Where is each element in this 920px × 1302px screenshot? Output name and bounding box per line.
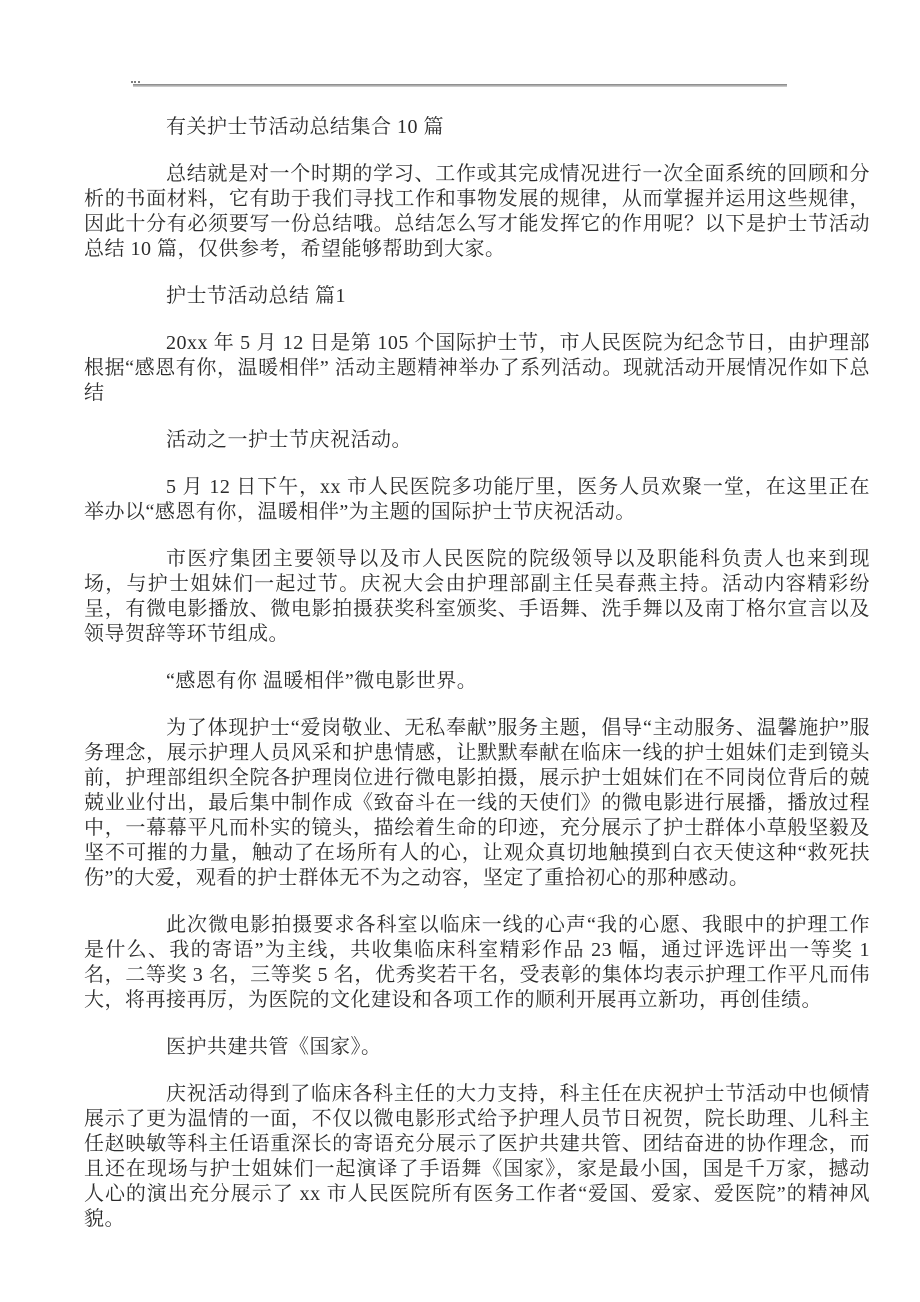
section-heading-part1: 护士节活动总结 篇1	[166, 285, 346, 307]
paragraph-overview: 20xx 年 5 月 12 日是第 105 个国际护士节，市人民医院为纪念节日，由护理部根据“感恩有你，温暖相伴” 活动主题精神举办了系列活动。现就活动开展情况作如下总结	[84, 332, 870, 404]
header-rule	[133, 84, 787, 87]
paragraph-microfilm: 为了体现护士“爱岗敬业、无私奉献”服务主题，倡导“主动服务、温馨施护”服务理念，展示护理人员风采和护患情感，让默默奉献在临床一线的护士姐妹们走到镜头前，护理部组织全院各护理岗位进行微电影拍摄，展示护士姐妹们在不同岗位背后的兢兢业业付出，最后集中制作成《致奋斗在一线的天使们》的微电影进行展播，播放过程中，一幕幕平凡而朴实的镜头，描绘着生命的印迹，充分展示了护士群体小草般坚毅及坚不可摧的力量，触动了在场所有人的心，让观众真切地触摸到白衣天使这种“救死扶伤”的大爱，观看的护士群体无不为之动容，坚定了重拾初心的那种感动。	[84, 717, 870, 889]
paragraph-awards: 此次微电影拍摄要求各科室以临床一线的心声“我的心愿、我眼中的护理工作是什么、我的寄语”为主线，共收集临床科室精彩作品 23 幅，通过评选评出一等奖 1 名，二等奖 3 名，三等奖 5 名，优秀奖若干名，受表彰的集体均表示护理工作平凡而伟大，将再接再厉，为医院的文化建设和各项工作的顺利开展再立新功，再创佳绩。	[84, 914, 870, 1011]
heading-guojia: 医护共建共管《国家》。	[166, 1036, 382, 1058]
paragraph-leaders: 市医疗集团主要领导以及市人民医院的院级领导以及职能科负责人也来到现场，与护士姐妹们一起过节。庆祝大会由护理部副主任吴春燕主持。活动内容精彩纷呈，有微电影播放、微电影拍摄获奖科室颁奖、手语舞、洗手舞以及南丁格尔宣言以及领导贺辞等环节组成。	[84, 548, 870, 645]
paragraph-celebration: 庆祝活动得到了临床各科主任的大力支持，科主任在庆祝护士节活动中也倾情展示了更为温情的一面，不仅以微电影形式给予护理人员节日祝贺，院长助理、儿科主任赵映敏等科主任语重深长的寄语充分展示了医护共建共管、团结奋进的协作理念，而且还在现场与护士姐妹们一起演译了手语舞《国家》，家是最小国，国是千万家，撼动人心的演出充分展示了 xx 市人民医院所有医务工作者“爱国、爱家、爱医院”的精神风貌。	[84, 1083, 870, 1230]
document-title: 有关护士节活动总结集合 10 篇	[166, 116, 444, 138]
heading-activity-one: 活动之一护士节庆祝活动。	[166, 429, 412, 451]
scan-artifact-dots-icon	[131, 81, 140, 85]
horizontal-divider	[133, 84, 787, 87]
paragraph-ceremony: 5 月 12 日下午，xx 市人民医院多功能厅里，医务人员欢聚一堂，在这里正在举办以“感恩有你，温暖相伴”为主题的国际护士节庆祝活动。	[84, 476, 870, 523]
heading-microfilm: “感恩有你 温暖相伴”微电影世界。	[166, 670, 478, 692]
intro-paragraph: 总结就是对一个时期的学习、工作或其完成情况进行一次全面系统的回顾和分析的书面材料，它有助于我们寻找工作和事物发展的规律，从而掌握并运用这些规律，因此十分有必须要写一份总结哦。总结怎么写才能发挥它的作用呢？以下是护士节活动总结 10 篇，仅供参考，希望能够帮助到大家。	[84, 163, 870, 260]
